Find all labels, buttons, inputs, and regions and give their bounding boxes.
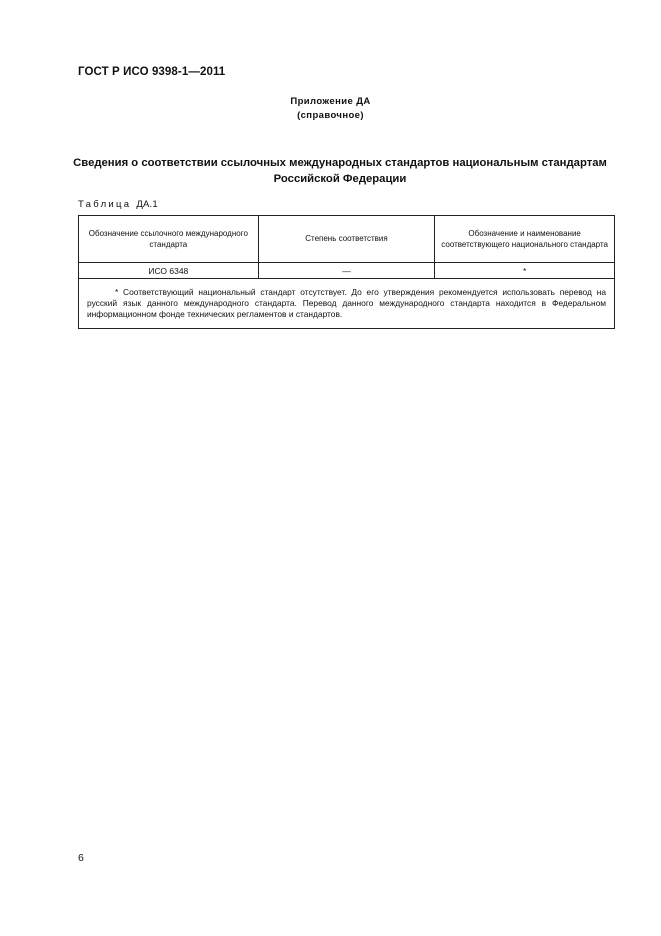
correspondence-table xyxy=(78,215,615,329)
table-row xyxy=(79,263,615,279)
table-caption-number: ДА.1 xyxy=(136,199,158,210)
cell-national-standard: * xyxy=(435,263,615,279)
header-intl-standard: Обозначение ссылочного международного стандарта xyxy=(79,216,259,263)
annex-heading xyxy=(0,95,661,123)
cell-degree: — xyxy=(258,263,435,279)
page-number: 6 xyxy=(78,852,84,864)
annex-type: (справочное) xyxy=(297,110,364,121)
table-footnote: * Соответствующий национальный стандарт отсутствует. До его утверждения рекомендуется использовать перевод на русский язык данного международного стандарта. Перевод данного международного стандарта находится в Федеральном информационном фонде технических регламентов и стандартов. xyxy=(79,279,615,329)
section-title-line2: Российской Федерации xyxy=(273,173,407,185)
table-caption xyxy=(78,199,158,210)
cell-intl-standard: ИСО 6348 xyxy=(79,263,259,279)
section-title xyxy=(70,155,610,187)
annex-title: Приложение ДА xyxy=(290,96,371,107)
table-caption-prefix: Таблица xyxy=(78,199,132,210)
header-degree-of-correspondence: Степень соответствия xyxy=(258,216,435,263)
document-header-code: ГОСТ Р ИСО 9398-1—2011 xyxy=(78,66,226,78)
section-title-line1: Сведения о соответствии ссылочных международных стандартов национальным стандартам xyxy=(73,157,607,169)
header-national-standard: Обозначение и наименование соответствующего национального стандарта xyxy=(435,216,615,263)
table-header-row xyxy=(79,216,615,263)
